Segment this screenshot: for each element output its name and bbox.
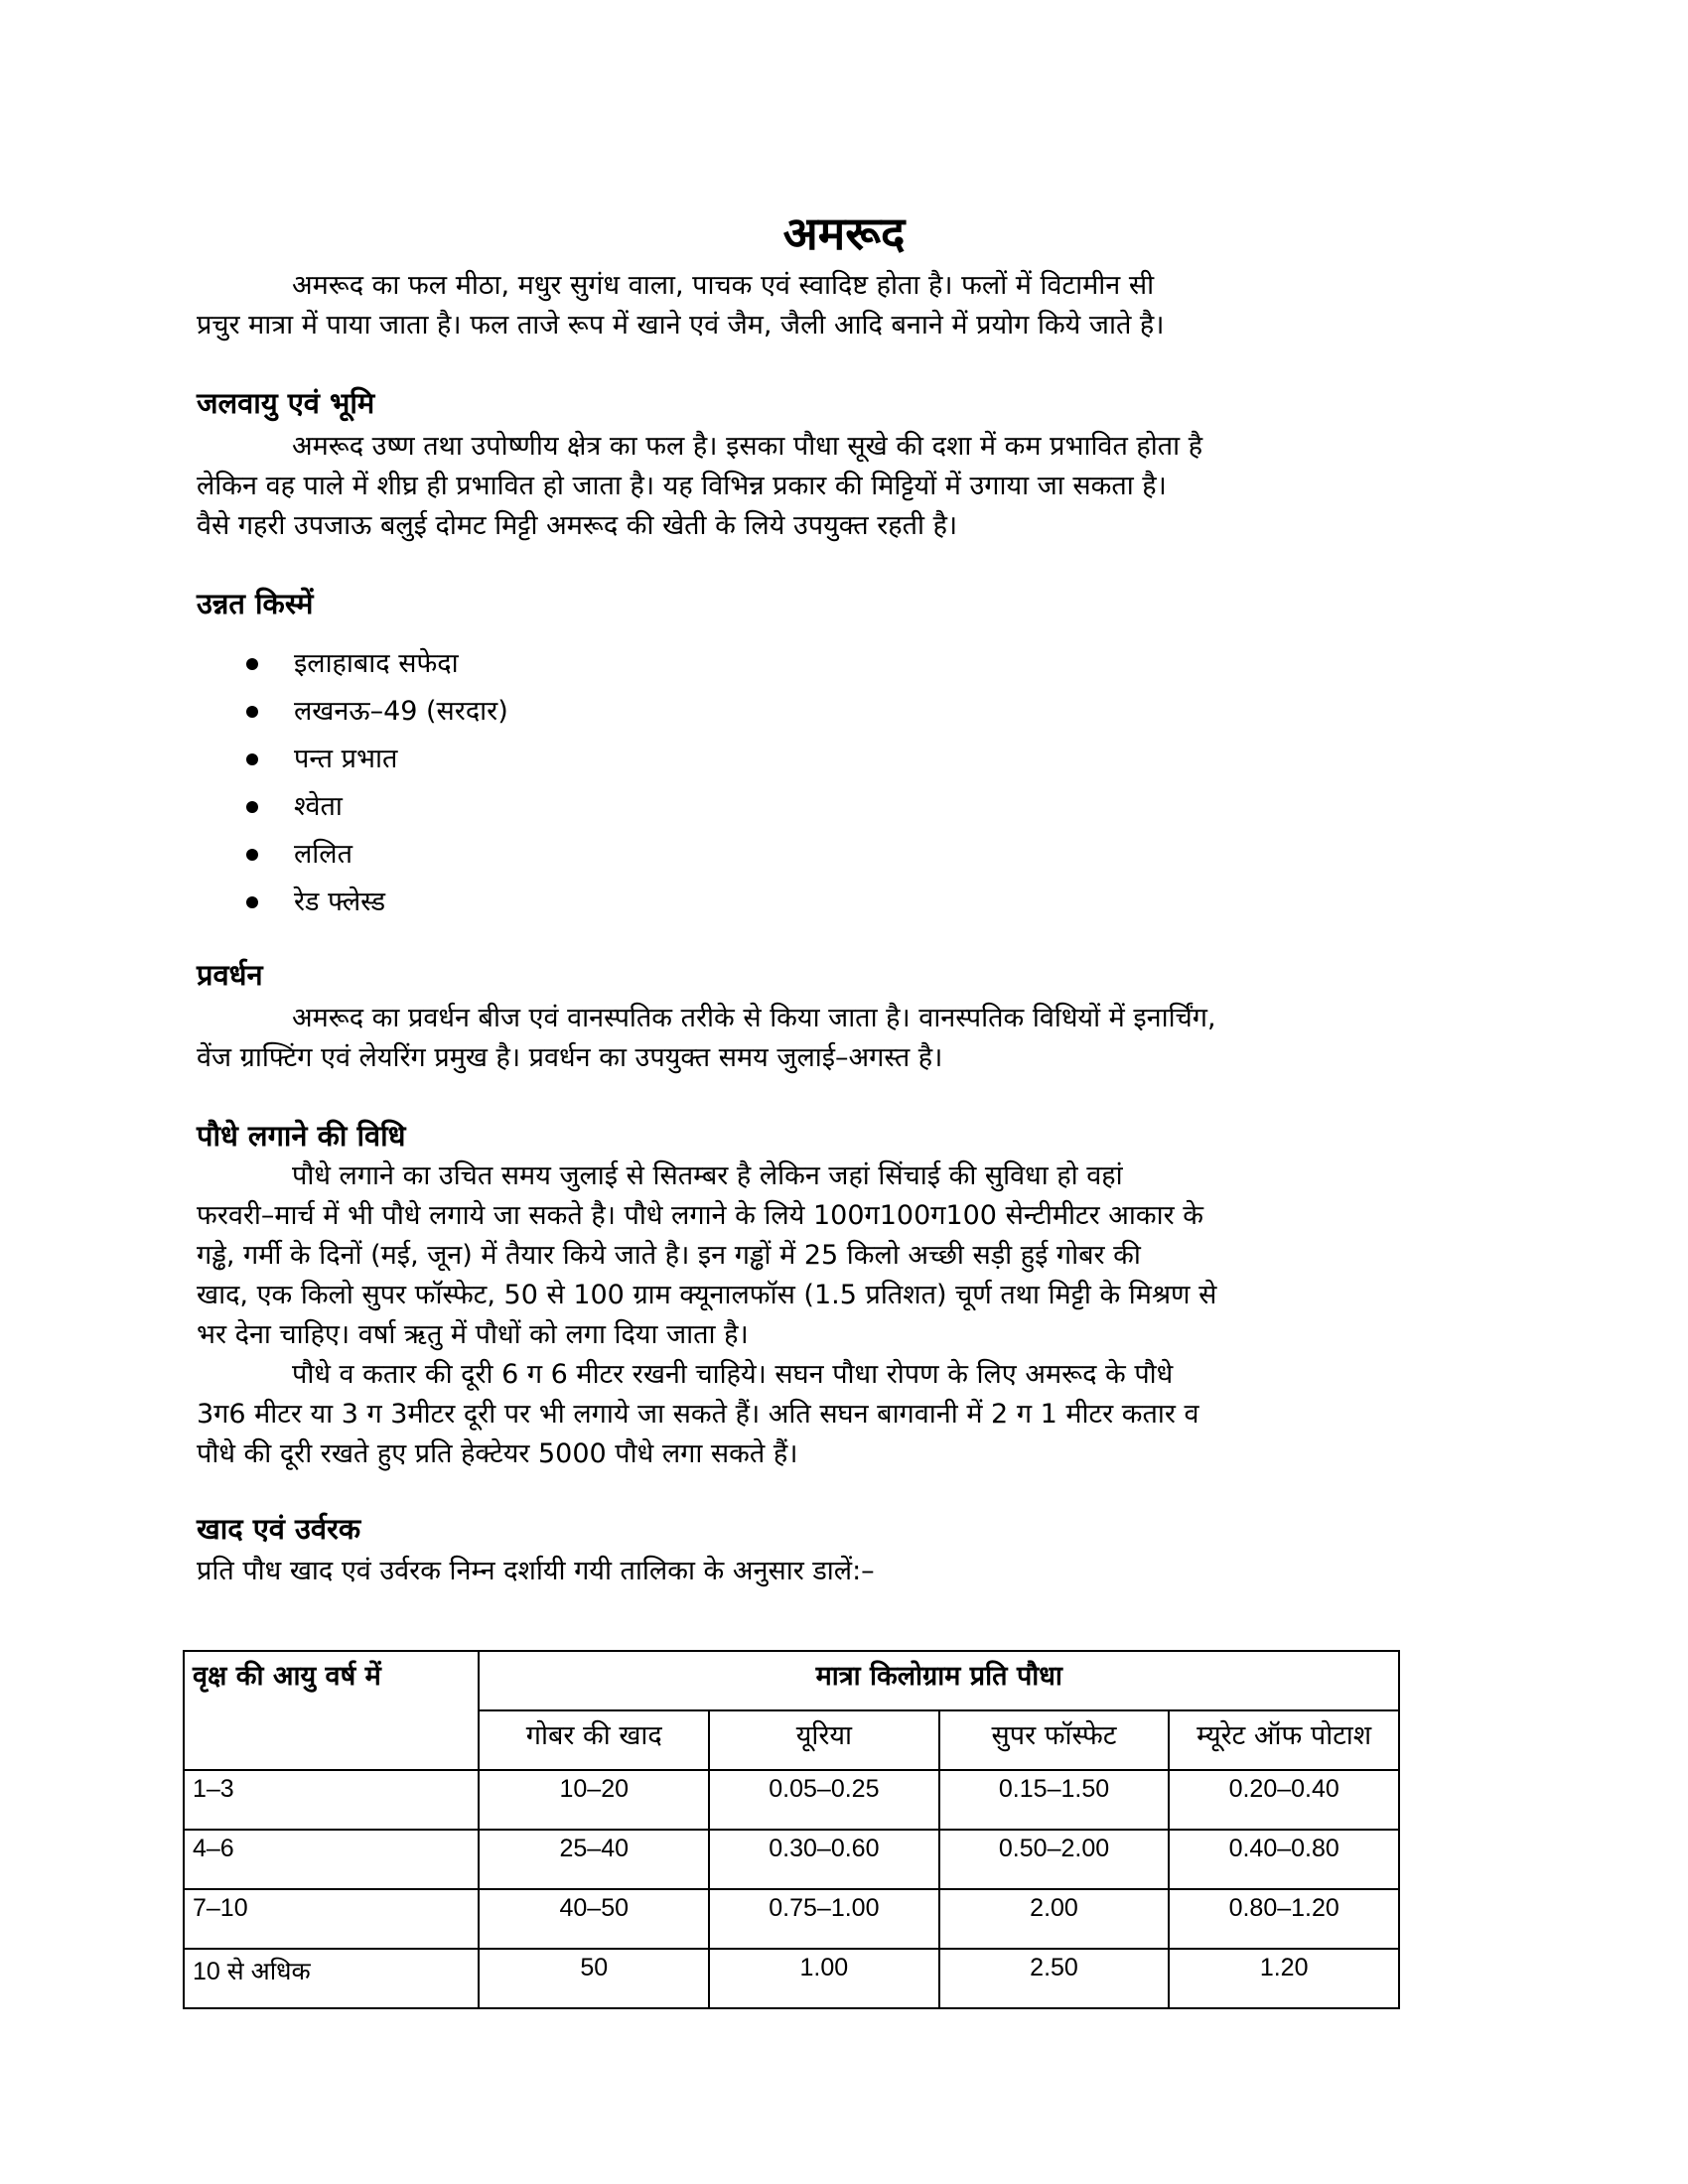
intro-paragraph [197, 266, 1483, 345]
variety-name: इलाहाबाद सफेदा [294, 648, 459, 679]
column-header: गोबर की खाद [479, 1710, 709, 1770]
table-cell: 7–10 [184, 1889, 479, 1949]
page-title: अमरूद [782, 206, 906, 260]
bullet-icon [246, 801, 258, 813]
propagation-line: अमरूद का प्रवर्धन बीज एवं वानस्पतिक तरीके से किया जाता है। वानस्पतिक विधियों में इनार्चिंग, [292, 1003, 1216, 1033]
variety-name: श्वेता [294, 791, 343, 822]
bullet-icon [246, 753, 258, 765]
quantity-column-header: मात्रा किलोग्राम प्रति पौधा [479, 1651, 1399, 1710]
list-item [246, 831, 508, 879]
variety-name: ललित [294, 839, 352, 870]
list-item [246, 688, 508, 736]
table-cell: 0.80–1.20 [1169, 1889, 1399, 1949]
table-cell: 0.40–0.80 [1169, 1830, 1399, 1889]
intro-line: प्रचुर मात्रा में पाया जाता है। फल ताजे रूप में खाने एवं जैम, जैली आदि बनाने में प्रयोग किये जाते है। [197, 310, 1165, 341]
column-header: सुपर फॉस्फेट [939, 1710, 1170, 1770]
fertilizer-heading: खाद एवं उर्वरक [197, 1512, 361, 1546]
bullet-icon [246, 896, 258, 908]
climate-paragraph [197, 427, 1483, 546]
fertilizer-paragraph [197, 1552, 1483, 1591]
varieties-list [246, 640, 508, 926]
bullet-icon [246, 658, 258, 670]
bullet-icon [246, 706, 258, 718]
varieties-heading: उन्नत किस्में [197, 587, 314, 620]
planting-line: पौधे की दूरी रखते हुए प्रति हेक्टेयर 5000 पौधे लगा सकते हैं। [197, 1438, 798, 1469]
planting-line: फरवरी–मार्च में भी पौधे लगाये जा सकते है। पौधे लगाने के लिये 100ग100ग100 सेन्टीमीटर आकार के [197, 1200, 1203, 1231]
table-cell: 0.20–0.40 [1169, 1770, 1399, 1830]
table-cell: 0.15–1.50 [939, 1770, 1170, 1830]
table-cell: 2.50 [939, 1949, 1170, 2008]
propagation-heading: प्रवर्धन [197, 958, 263, 992]
table-cell: 40–50 [479, 1889, 709, 1949]
table-row [184, 1830, 1399, 1889]
bullet-icon [246, 849, 258, 861]
table-cell: 50 [479, 1949, 709, 2008]
table-cell: 10 से अधिक [184, 1949, 479, 2008]
planting-heading: पौधे लगाने की विधि [197, 1119, 406, 1153]
variety-name: पन्त प्रभात [294, 744, 398, 774]
table-cell: 1–3 [184, 1770, 479, 1830]
table-cell: 1.20 [1169, 1949, 1399, 2008]
table-row [184, 1770, 1399, 1830]
table-cell: 25–40 [479, 1830, 709, 1889]
table-cell: 1.00 [709, 1949, 939, 2008]
planting-line: खाद, एक किलो सुपर फॉस्फेट, 50 से 100 ग्राम क्यूनालफॉस (1.5 प्रतिशत) चूर्ण तथा मिट्टी के मिश्रण से [197, 1280, 1217, 1310]
table-header-row [184, 1651, 1399, 1710]
table-cell: 0.50–2.00 [939, 1830, 1170, 1889]
list-item [246, 879, 508, 926]
table-row [184, 1889, 1399, 1949]
propagation-paragraph [197, 999, 1483, 1078]
planting-line: गड्ढे, गर्मी के दिनों (मई, जून) में तैयार किये जाते है। इन गड्ढों में 25 किलो अच्छी सड़ी हुई गोबर की [197, 1240, 1141, 1271]
planting-line: भर देना चाहिए। वर्षा ऋतु में पौधों को लगा दिया जाता है। [197, 1319, 749, 1350]
list-item [246, 640, 508, 688]
climate-line: लेकिन वह पाले में शीघ्र ही प्रभावित हो जाता है। यह विभिन्न प्रकार की मिट्टियों में उगाया जा सकता है। [197, 471, 1167, 501]
propagation-line: वेंज ग्राफ्टिंग एवं लेयरिंग प्रमुख है। प्रवर्धन का उपयुक्त समय जुलाई–अगस्त है। [197, 1042, 943, 1073]
intro-line: अमरूद का फल मीठा, मधुर सुगंध वाला, पाचक एवं स्वादिष्ट होता है। फलों में विटामीन सी [292, 270, 1155, 301]
table-row [184, 1949, 1399, 2008]
climate-line: अमरूद उष्ण तथा उपोष्णीय क्षेत्र का फल है। इसका पौधा सूखे की दशा में कम प्रभावित होता है [292, 431, 1203, 462]
column-header: म्यूरेट ऑफ पोटाश [1169, 1710, 1399, 1770]
planting-line: पौधे लगाने का उचित समय जुलाई से सितम्बर है लेकिन जहां सिंचाई की सुविधा हो वहां [292, 1160, 1123, 1191]
table-cell: 0.30–0.60 [709, 1830, 939, 1889]
table-cell: 0.75–1.00 [709, 1889, 939, 1949]
list-item [246, 783, 508, 831]
variety-name: रेड फ्लेस्ड [294, 887, 386, 917]
table-cell: 2.00 [939, 1889, 1170, 1949]
fertilizer-table [183, 1650, 1400, 2009]
column-header: यूरिया [709, 1710, 939, 1770]
climate-heading: जलवायु एवं भूमि [197, 386, 375, 420]
table-cell: 4–6 [184, 1830, 479, 1889]
fertilizer-line: प्रति पौध खाद एवं उर्वरक निम्न दर्शायी गयी तालिका के अनुसार डालें:– [197, 1556, 875, 1586]
variety-name: लखनऊ–49 (सरदार) [294, 696, 508, 727]
planting-paragraph [197, 1157, 1483, 1474]
table-cell: 0.05–0.25 [709, 1770, 939, 1830]
planting-line: पौधे व कतार की दूरी 6 ग 6 मीटर रखनी चाहिये। सघन पौधा रोपण के लिए अमरूद के पौधे [292, 1359, 1174, 1390]
climate-line: वैसे गहरी उपजाऊ बलुई दोमट मिट्टी अमरूद की खेती के लिये उपयुक्त रहती है। [197, 510, 958, 541]
table-cell: 10–20 [479, 1770, 709, 1830]
age-column-header: वृक्ष की आयु वर्ष में [184, 1651, 479, 1770]
planting-line: 3ग6 मीटर या 3 ग 3मीटर दूरी पर भी लगाये जा सकते हैं। अति सघन बागवानी में 2 ग 1 मीटर कतार व [197, 1399, 1199, 1430]
list-item [246, 736, 508, 783]
